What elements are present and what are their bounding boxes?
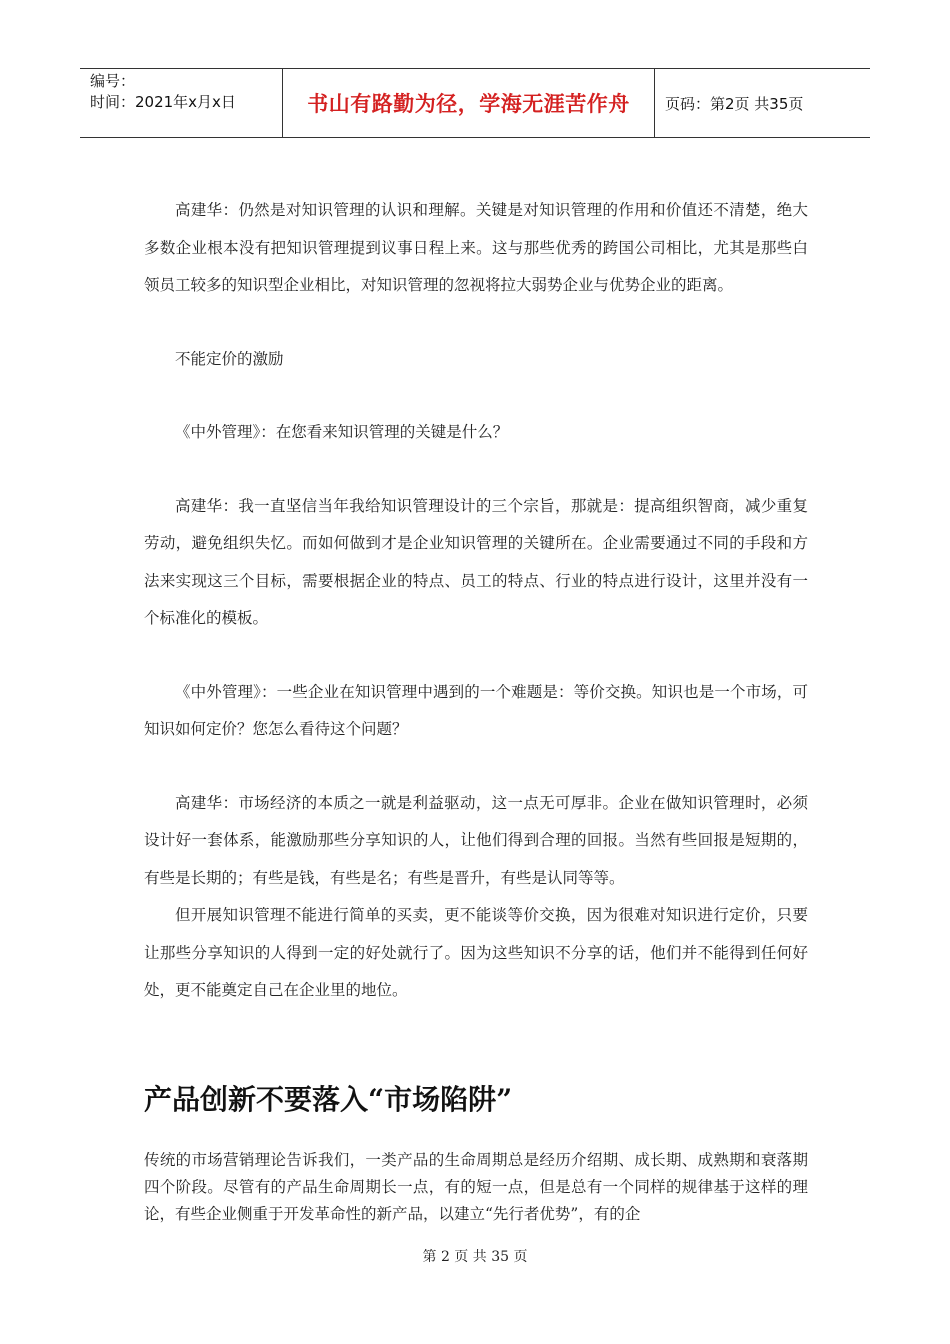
paragraph: 高建华：我一直坚信当年我给知识管理设计的三个宗旨，那就是：提高组织智商，减少重复劳动，避免组织失忆。而如何做到才是企业知识管理的关键所在。企业需要通过不同的手段和方法来实现这三个目标，需要根据企业的特点、员工的特点、行业的特点进行设计，这里并没有一个标准化的模板。 — [144, 496, 808, 627]
paragraph: 高建华：仍然是对知识管理的认识和理解。关键是对知识管理的作用和价值还不清楚，绝大多数企业根本没有把知识管理提到议事日程上来。这与那些优秀的跨国公司相比，尤其是那些白领员工较多的知识型企业相比，对知识管理的忽视将拉大弱势企业与优势企业的距离。 — [144, 201, 808, 294]
header-number-label: 编号： — [90, 72, 136, 90]
paragraph: 《中外管理》：在您看来知识管理的关键是什么？ — [175, 423, 509, 441]
document-body — [144, 192, 808, 1010]
page-footer: 第 2 页 共 35 页 — [422, 1249, 528, 1265]
paragraph: 但开展知识管理不能进行简单的买卖，更不能谈等价交换，因为很难对知识进行定价，只要让那些分享知识的人得到一定的好处就行了。因为这些知识不分享的话，他们并不能得到任何好处，更不能奠定自己在企业里的地位。 — [144, 906, 808, 999]
header-motto: 书山有路勤为径，学海无涯苦作舟 — [283, 69, 655, 137]
header-time-label: 时间：2021年x月x日 — [90, 93, 236, 111]
paragraph: 《中外管理》：一些企业在知识管理中遇到的一个难题是：等价交换。知识也是一个市场，可知识如何定价？您怎么看待这个问题？ — [144, 682, 808, 738]
header-page-info: 页码：第2页 共35页 — [665, 94, 804, 113]
section-body: 传统的市场营销理论告诉我们，一类产品的生命周期总是经历介绍期、成长期、成熟期和衰落期四个阶段。尽管有的产品生命周期长一点，有的短一点，但是总有一个同样的规律基于这样的理论，有些企业侧重于开发革命性的新产品，以建立“先行者优势”，有的企 — [144, 1151, 808, 1223]
paragraph: 高建华：市场经济的本质之一就是利益驱动，这一点无可厚非。企业在做知识管理时，必须设计好一套体系，能激励那些分享知识的人，让他们得到合理的回报。当然有些回报是短期的，有些是长期的；有些是钱，有些是名；有些是晋升，有些是认同等等。 — [144, 793, 808, 887]
subheading: 不能定价的激励 — [175, 349, 284, 368]
header-meta — [80, 69, 283, 137]
section-heading: 产品创新不要落入“市场陷阱” — [144, 1083, 513, 1116]
page-header — [80, 68, 870, 138]
